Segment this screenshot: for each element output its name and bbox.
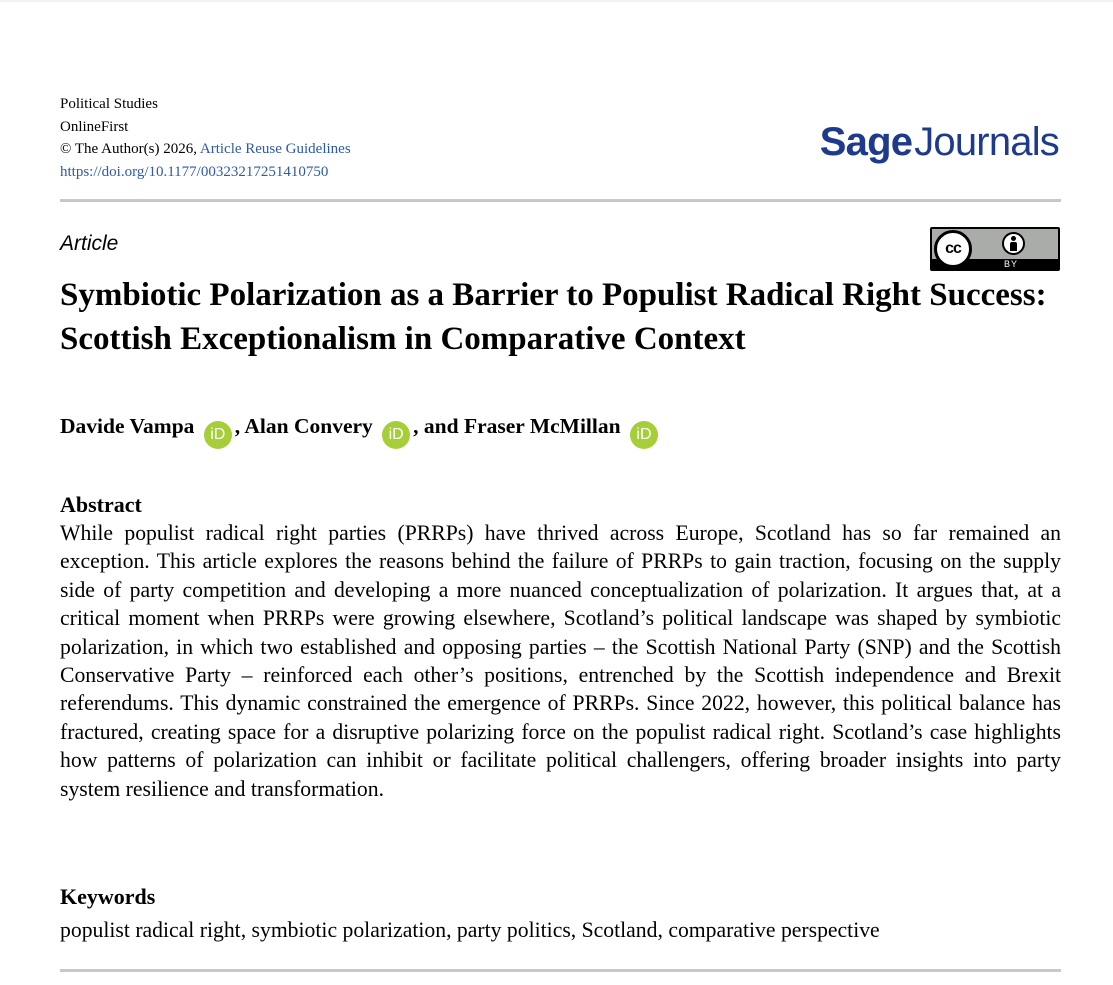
keywords-heading: Keywords (60, 884, 156, 909)
author-name: Alan Convery (244, 414, 373, 438)
author-list (60, 411, 661, 449)
abstract-heading: Abstract (60, 492, 142, 517)
attribution-icon-body (1010, 242, 1017, 251)
orcid-icon[interactable]: iD (382, 421, 410, 449)
logo-sage-text: Sage (819, 120, 913, 164)
author-name: Fraser McMillan (463, 414, 621, 438)
article-first-page (60, 0, 1061, 985)
orcid-icon[interactable]: iD (204, 421, 232, 449)
journal-metadata (60, 93, 351, 183)
attribution-icon (1002, 232, 1025, 255)
article-title: Symbiotic Polarization as a Barrier to Populist Radical Right Success: Scottish Exceptionalism in Comparative Context (60, 277, 1047, 357)
keywords-list: populist radical right, symbiotic polarization, party politics, Scotland, comparative perspective (60, 918, 880, 942)
article-type-label: Article (60, 232, 119, 255)
author-name: Davide Vampa (60, 414, 195, 438)
article-reuse-guidelines-link[interactable]: Article Reuse Guidelines (199, 141, 351, 157)
by-label: BY (1004, 259, 1019, 269)
footer-divider (60, 969, 1061, 972)
publication-status: OnlineFirst (60, 118, 129, 135)
doi-link[interactable]: https://doi.org/10.1177/00323217251410750 (60, 163, 329, 180)
journal-name: Political Studies (60, 96, 158, 112)
author-conjunction: , and (413, 414, 459, 438)
attribution-icon-head (1011, 236, 1016, 241)
logo-journals-text: Journals (914, 120, 1059, 164)
abstract-body: While populist radical right parties (PRRPs) have thrived across Europe, Scotland has so far remained an exception. This article explores the reasons behind the failure of PRRPs to gain traction, focusing on the supply side of party competition and developing a more nuanced conceptualization of polarization. It argues that, at a critical moment when PRRPs were growing elsewhere, Scotland’s political landscape was shaped by symbiotic polarization, in which two established and opposing parties – the Scottish National Party (SNP) and the Scottish Conservative Party – reinforced each other’s positions, entrenched by the Scottish independence and Brexit referendums. This dynamic constrained the emergence of PRRPs. Since 2022, however, this political balance has fractured, creating space for a disruptive polarizing force on the populist radical right. Scotland’s case highlights how patterns of polarization can inhibit or facilitate political challengers, offering broader insights into party system resilience and transformation. (60, 521, 1061, 801)
header-divider (60, 199, 1061, 202)
copyright-line (60, 138, 351, 161)
copyright-text: © The Author(s) 2026, (60, 141, 200, 157)
orcid-icon[interactable]: iD (630, 421, 658, 449)
cc-by-license-badge[interactable] (930, 227, 1060, 271)
cc-icon: cc (934, 230, 972, 268)
author-separator: , (234, 414, 241, 438)
sage-journals-logo[interactable] (820, 118, 1059, 166)
